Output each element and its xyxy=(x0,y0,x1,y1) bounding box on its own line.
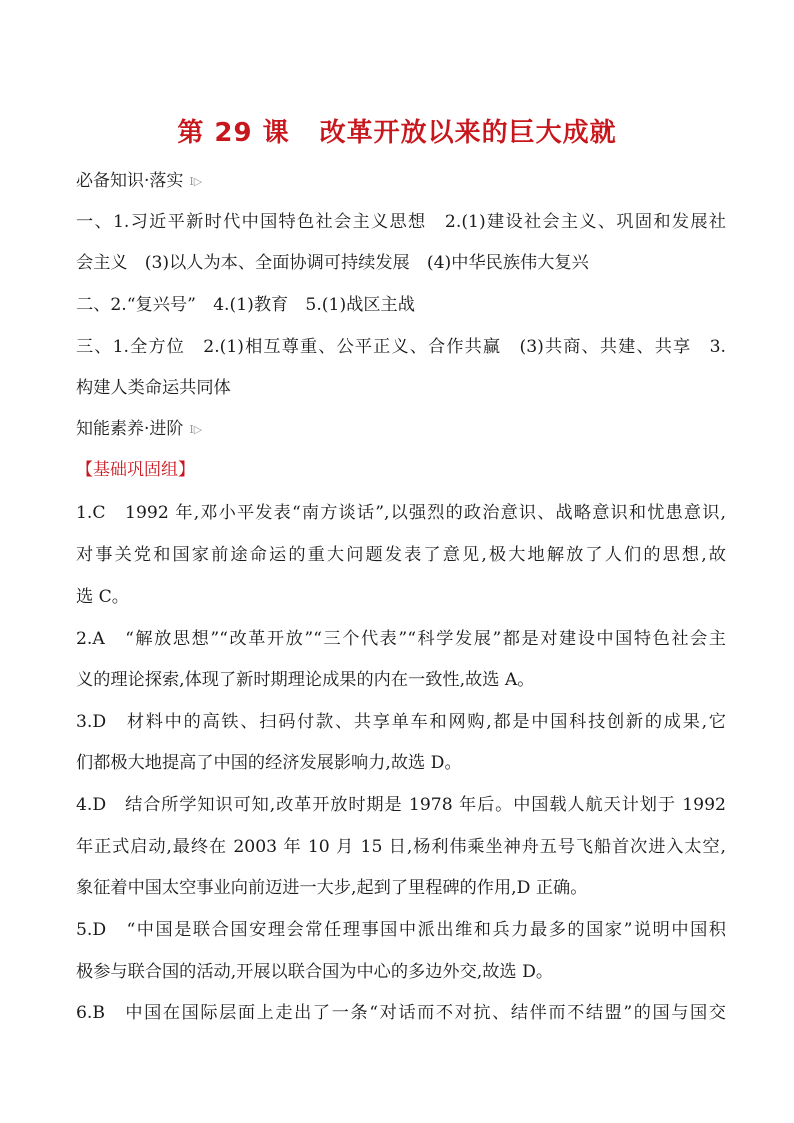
answer-1-line-2: 对事关党和国家前途命运的重大问题发表了意见,极大地解放了人们的思想,故 xyxy=(76,545,726,565)
section-marker-icon: I▷ xyxy=(189,422,203,436)
section-label: 知能素养·进阶 xyxy=(76,419,184,439)
knowledge-1-line-1: 一、1.习近平新时代中国特色社会主义思想 2.(1)建设社会主义、巩固和发展社 xyxy=(76,212,726,232)
answer-4-line-3: 象征着中国太空事业向前迈进一大步,起到了里程碑的作用,D 正确。 xyxy=(76,878,588,898)
section-label: 必备知识·落实 xyxy=(76,171,184,191)
answer-3-line-2: 们都极大地提高了中国的经济发展影响力,故选 D。 xyxy=(76,753,462,773)
lesson-topic: 改革开放以来的巨大成就 xyxy=(319,118,617,148)
section-marker-icon: I▷ xyxy=(189,174,203,188)
section-heading-ability-advance xyxy=(76,418,202,441)
lesson-number: 第 29 课 xyxy=(177,118,290,148)
section-heading-essential-knowledge xyxy=(76,170,202,193)
answer-2-line-2: 义的理论探索,体现了新时期理论成果的内在一致性,故选 A。 xyxy=(76,670,535,690)
answer-6-line-1: 6.B 中国在国际层面上走出了一条“对话而不对抗、结伴而不结盟”的国与国交 xyxy=(76,1003,726,1023)
answer-5-line-2: 极参与联合国的活动,开展以联合国为中心的多边外交,故选 D。 xyxy=(76,962,554,982)
knowledge-2-line-1: 二、2.“复兴号” 4.(1)教育 5.(1)战区主战 xyxy=(76,295,415,315)
answer-1-line-1: 1.C 1992 年,邓小平发表“南方谈话”,以强烈的政治意识、战略意识和忧患意识, xyxy=(76,503,726,523)
answer-3-line-1: 3.D 材料中的高铁、扫码付款、共享单车和网购,都是中国科技创新的成果,它 xyxy=(76,712,726,732)
answer-1-line-3: 选 C。 xyxy=(76,587,129,607)
knowledge-3-line-2: 构建人类命运共同体 xyxy=(76,378,231,398)
answer-4-line-2: 年正式启动,最终在 2003 年 10 月 15 日,杨利伟乘坐神舟五号飞船首次进入太空, xyxy=(76,837,726,857)
answer-4-line-1: 4.D 结合所学知识可知,改革开放时期是 1978 年后。中国载人航天计划于 1992 xyxy=(76,795,726,815)
answer-2-line-1: 2.A “解放思想”“改革开放”“三个代表”“科学发展”都是对建设中国特色社会主 xyxy=(76,629,726,649)
answer-5-line-1: 5.D “中国是联合国安理会常任理事国中派出维和兵力最多的国家”说明中国积 xyxy=(76,920,726,940)
group-heading-basic: 【基础巩固组】 xyxy=(76,460,195,480)
knowledge-1-line-2: 会主义 (3)以人为本、全面协调可持续发展 (4)中华民族伟大复兴 xyxy=(76,253,589,273)
page-title xyxy=(0,112,794,149)
knowledge-3-line-1: 三、1.全方位 2.(1)相互尊重、公平正义、合作共赢 (3)共商、共建、共享 3. xyxy=(76,337,726,357)
